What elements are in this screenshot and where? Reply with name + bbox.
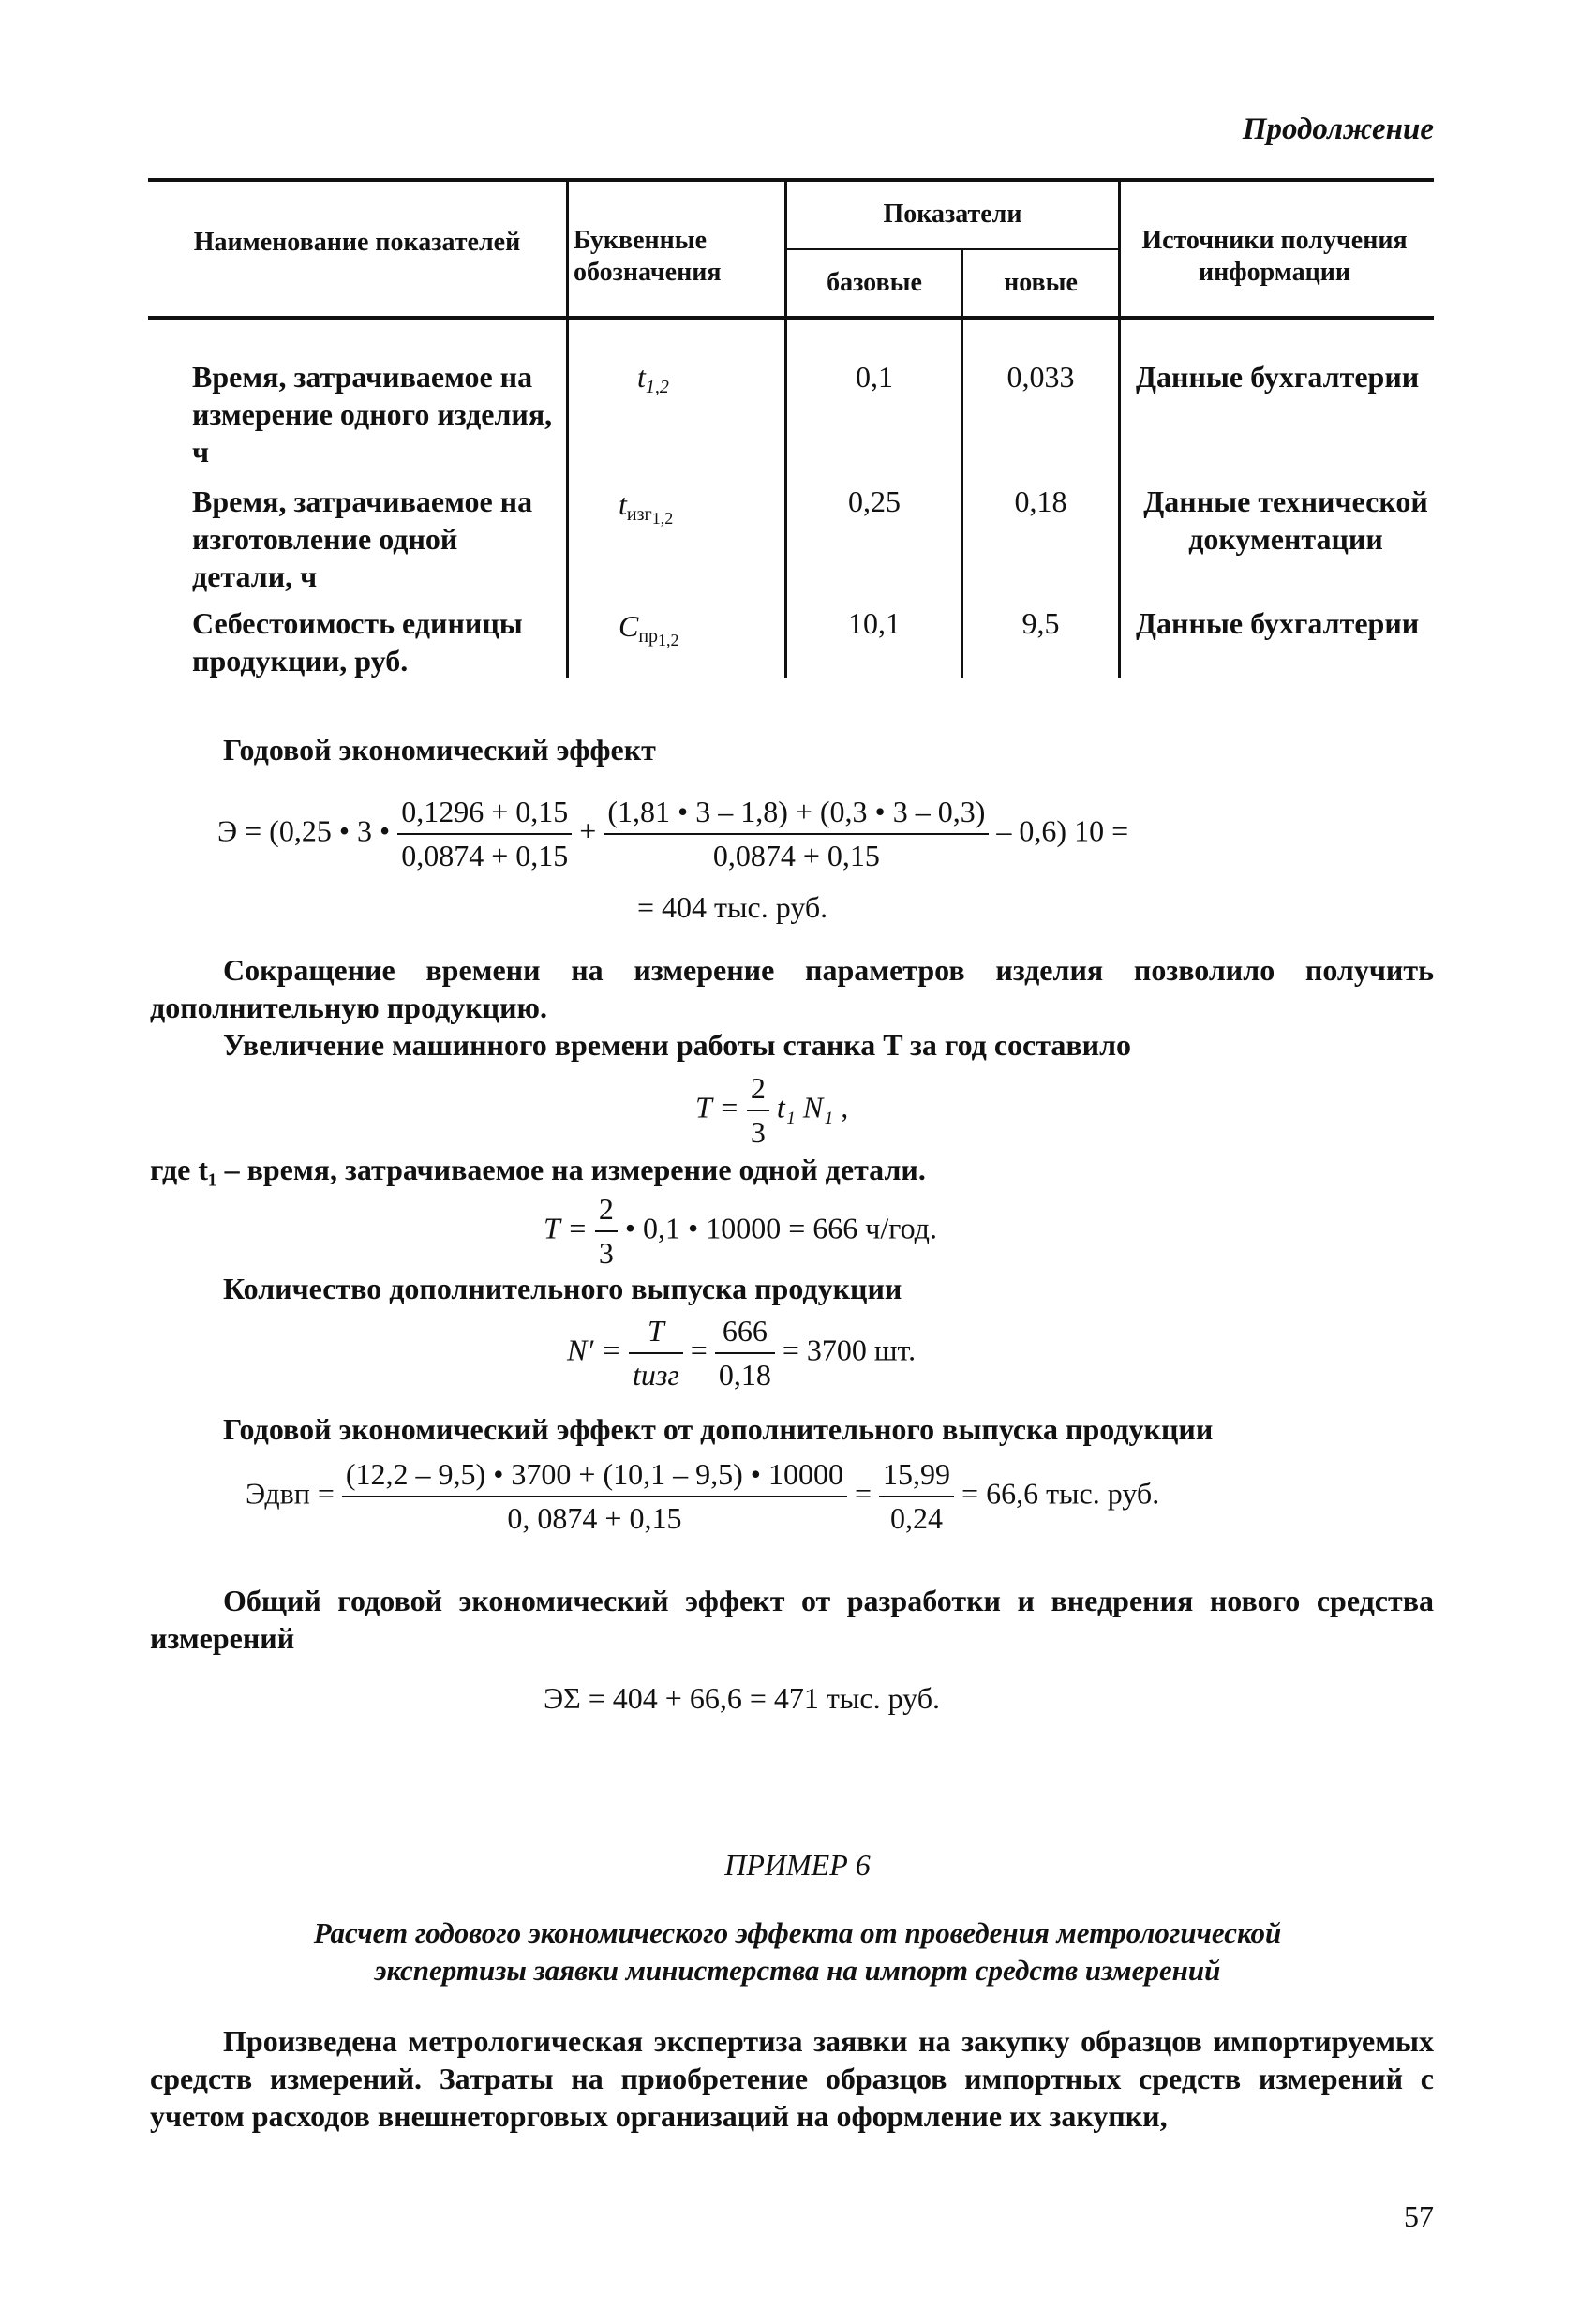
- col-header-name: Наименование показателей: [193, 228, 521, 257]
- example-title: ПРИМЕР 6: [724, 1848, 871, 1882]
- row2-base: 0,25: [848, 484, 901, 518]
- continuation-label: Продолжение: [1242, 112, 1434, 146]
- col-header-letters: Буквенные обозначения: [574, 226, 722, 287]
- equation-total-effect: ЭΣ = 404 + 66,6 = 471 тыс. руб.: [544, 1681, 941, 1715]
- paragraph-time-reduction: Сокращение времени на измерение параметров изделия позволило получить дополнительную продукцию.: [150, 953, 1434, 1024]
- row1-name: Время, затрачиваемое на измерение одного изделия, ч: [192, 360, 553, 469]
- row1-base: 0,1: [856, 360, 893, 394]
- example-subtitle-line1: Расчет годового экономического эффекта от проведения метрологической: [313, 1916, 1282, 1949]
- row2-name: Время, затрачиваемое на изготовление одной детали, ч: [192, 484, 533, 593]
- row3-source: Данные бухгалтерии: [1136, 606, 1420, 640]
- equation-additional-output: N′ = $\frac{T}{\text{tизг}}$ = $\frac{666}{0,18}$ = 3700 шт.: [567, 1314, 917, 1392]
- row2-new: 0,18: [1014, 484, 1067, 518]
- equation-annual-effect: Э = (0,25 • 3 • $\frac{0,1296 + 0,15}{0,0874 + 0,15}$ + $\frac{(1,81 • 3 - 1,8) + (0,3 • 3 - 0,3)}{0,0874 + 0,15}$ – 0,6) 10 =: [217, 795, 1129, 872]
- col-header-new: новые: [1004, 268, 1078, 297]
- row1-new: 0,033: [1006, 360, 1075, 394]
- page-number: 57: [1404, 2199, 1434, 2233]
- row1-source: Данные бухгалтерии: [1136, 360, 1420, 394]
- equation-machine-time: T = $\frac{2}{3}$ t₁ N₁ ,: [695, 1071, 849, 1149]
- col-header-indicators: Показатели: [883, 200, 1022, 229]
- row3-name: Себестоимость единицы продукции, руб.: [192, 606, 523, 678]
- table-subheader-rule: [785, 248, 1118, 250]
- paragraph-total-effect: Общий годовой экономический эффект от разработки и внедрения нового средства измерений: [150, 1584, 1434, 1655]
- paragraph-additional-effect: Годовой экономический эффект от дополнительного выпуска продукции: [223, 1412, 1214, 1446]
- paragraph-where: где t₁ – время, затрачиваемое на измерение одной детали.: [150, 1153, 926, 1186]
- paragraph-additional-output: Количество дополнительного выпуска продукции: [223, 1272, 902, 1305]
- row2-source: Данные технической документации: [1143, 484, 1428, 556]
- col-header-base: базовые: [827, 268, 922, 297]
- table-top-rule: [148, 178, 1434, 182]
- example-subtitle-line2: экспертизы заявки министерства на импорт средств измерений: [374, 1954, 1221, 1987]
- row3-symbol: $C_{пр1,2}$: [619, 609, 679, 649]
- table-header-rule: [148, 316, 1434, 320]
- equation-machine-time-value: T = $\frac{2}{3}$ • 0,1 • 10000 = 666 ч/год.: [544, 1192, 937, 1270]
- equation-annual-effect-result: = 404 тыс. руб.: [637, 890, 828, 924]
- row2-symbol: $t_{изг1,2}$: [619, 487, 674, 528]
- equation-additional-effect: Эдвп = $\frac{(12,2 - 9,5) • 3700 + (10,1 - 9,5) • 10000}{0, 0874 + 0,15}$ = $\frac{15,99}{0,24}$ = 66,6 тыс. руб.: [246, 1457, 1160, 1535]
- row3-new: 9,5: [1021, 606, 1060, 640]
- paragraph-machine-time: Увеличение машинного времени работы станка T за год составило: [223, 1028, 1132, 1062]
- row3-base: 10,1: [848, 606, 901, 640]
- paragraph-expertise: Произведена метрологическая экспертиза заявки на закупку образцов импортируемых средств измерений. Затраты на приобретение образцов импортных средств измерений с учетом расходов внешнеторговых организаций на оформление их закупки,: [150, 2024, 1434, 2133]
- paragraph-annual-effect: Годовой экономический эффект: [223, 733, 656, 767]
- table-vline-1: [566, 182, 569, 678]
- table-vline-4: [1118, 182, 1121, 678]
- row1-symbol: $t_{1,2}$: [637, 360, 669, 397]
- col-header-source: Источники получения информации: [1141, 226, 1408, 287]
